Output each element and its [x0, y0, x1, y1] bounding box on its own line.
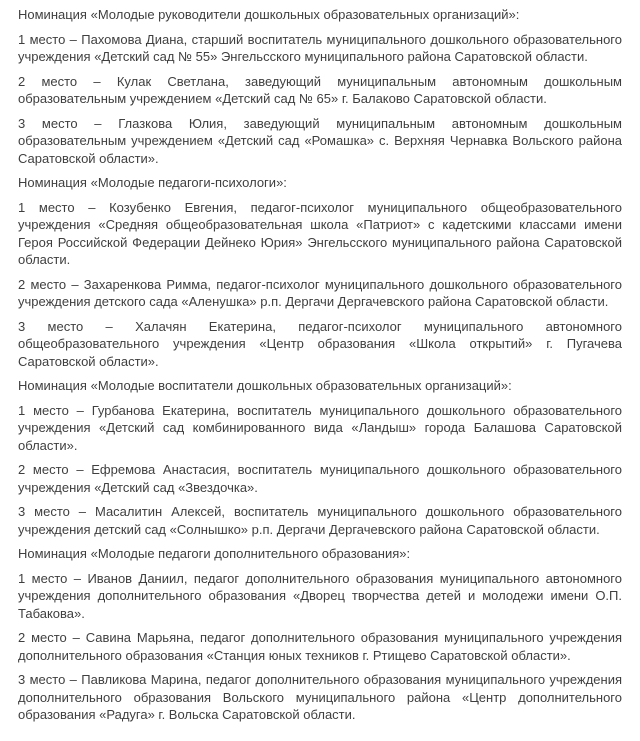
nomination-heading: Номинация «Молодые педагоги дополнительного образования»:: [18, 546, 411, 561]
nomination-heading: Номинация «Молодые воспитатели дошкольных образовательных организаций»:: [18, 378, 512, 393]
nomination-heading: Номинация «Молодые педагоги-психологи»:: [18, 175, 287, 190]
nomination-sections: [18, 6, 622, 724]
place-entry: 2 место – Савина Марьяна, педагог дополнительного образования муниципального учреждения дополнительного образования «Станция юных техников г. Ртищево Саратовской области».: [18, 630, 622, 663]
place-entry: 1 место – Пахомова Диана, старший воспитатель муниципального дошкольного образовательного учреждения «Детский сад № 55» Энгельсского муниципального района Саратовской области.: [18, 31, 622, 64]
place-entry: 3 место – Масалитин Алексей, воспитатель муниципального дошкольного образовательного учреждения детский сад «Солнышко» р.п. Дергачи Дергачевского района Саратовской области.: [18, 504, 622, 537]
place-entry: 3 место – Павликова Марина, педагог дополнительного образования муниципального учреждения дополнительного образования Вольского муниципального района «Центр дополнительного образования «Радуга» г. Вольска Саратовской области.: [18, 672, 622, 722]
place-entry: 1 место – Гурбанова Екатерина, воспитатель муниципального дошкольного образовательного учреждения «Детский сад комбинированного вида «Ландыш» города Балашова Саратовской области».: [18, 402, 622, 453]
place-entry: 3 место – Глазкова Юлия, заведующий муниципальным автономным дошкольным образовательным учреждением «Детский сад «Ромашка» с. Верхняя Чернавка Вольского района Саратовской области».: [18, 115, 622, 166]
place-entry: 2 место – Кулак Светлана, заведующий муниципальным автономным дошкольным образовательным учреждением «Детский сад № 65» г. Балаково Саратовской области.: [18, 73, 622, 106]
place-entry: 1 место – Иванов Даниил, педагог дополнительного образования муниципального автономного учреждения дополнительного образования «Дворец творчества детей и молодежи имени О.П. Табакова».: [18, 570, 622, 621]
nomination-heading: Номинация «Молодые руководители дошкольных образовательных организаций»:: [18, 7, 520, 22]
place-entry: 3 место – Халачян Екатерина, педагог-психолог муниципального автономного общеобразовательного учреждения «Центр образования «Школа открытий» г. Пугачева Саратовской области».: [18, 318, 622, 369]
place-entry: 2 место – Ефремова Анастасия, воспитатель муниципального дошкольного образовательного учреждения «Детский сад «Звездочка».: [18, 462, 622, 495]
place-entry: 2 место – Захаренкова Римма, педагог-психолог муниципального дошкольного образовательного учреждения детского сада «Аленушка» р.п. Дергачи Дергачевского района Саратовской области.: [18, 276, 622, 309]
place-entry: 1 место – Козубенко Евгения, педагог-психолог муниципального общеобразовательного учреждения «Средняя общеобразовательная школа «Патриот» с кадетскими классами имени Героя Российской Федерации Дейнеко Юрия» Энгельсского муниципального района Саратовской области.: [18, 199, 622, 267]
